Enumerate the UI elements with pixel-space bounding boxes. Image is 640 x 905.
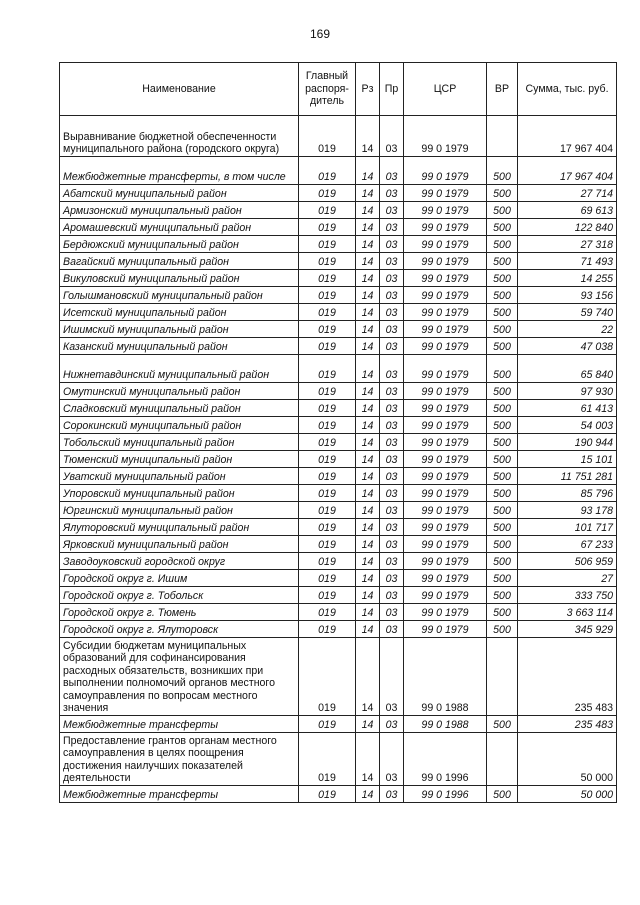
cell-rz: 14 — [356, 337, 380, 354]
table-row — [60, 535, 617, 552]
cell-admin: 019 — [299, 535, 356, 552]
cell-rz: 14 — [356, 235, 380, 252]
cell-pr: 03 — [380, 732, 404, 785]
cell-vr: 500 — [487, 433, 518, 450]
cell-pr: 03 — [380, 484, 404, 501]
cell-csr: 99 0 1979 — [404, 382, 487, 399]
cell-name: Предоставление грантов органам местного самоуправления в целях поощрения достижения наилучших показателей деятельности — [60, 732, 299, 785]
cell-name: Сорокинский муниципальный район — [60, 416, 299, 433]
cell-csr: 99 0 1979 — [404, 518, 487, 535]
cell-vr: 500 — [487, 620, 518, 637]
cell-sum: 27 — [518, 569, 617, 586]
cell-sum: 345 929 — [518, 620, 617, 637]
cell-pr: 03 — [380, 416, 404, 433]
cell-pr: 03 — [380, 218, 404, 235]
cell-rz: 14 — [356, 303, 380, 320]
cell-sum: 50 000 — [518, 732, 617, 785]
cell-csr: 99 0 1979 — [404, 269, 487, 286]
cell-sum: 15 101 — [518, 450, 617, 467]
table-row — [60, 637, 617, 715]
table-row — [60, 399, 617, 416]
cell-rz: 14 — [356, 715, 380, 732]
cell-name: Ярковский муниципальный район — [60, 535, 299, 552]
cell-rz: 14 — [356, 201, 380, 218]
cell-vr — [487, 116, 518, 157]
cell-sum: 17 967 404 — [518, 116, 617, 157]
cell-name: Ялуторовский муниципальный район — [60, 518, 299, 535]
cell-rz: 14 — [356, 184, 380, 201]
cell-admin: 019 — [299, 116, 356, 157]
cell-rz: 14 — [356, 518, 380, 535]
cell-csr: 99 0 1979 — [404, 218, 487, 235]
table-row — [60, 450, 617, 467]
cell-name: Ишимский муниципальный район — [60, 320, 299, 337]
cell-vr: 500 — [487, 569, 518, 586]
table-row — [60, 484, 617, 501]
cell-csr: 99 0 1979 — [404, 586, 487, 603]
cell-sum: 17 967 404 — [518, 156, 617, 184]
cell-name: Юргинский муниципальный район — [60, 501, 299, 518]
cell-admin: 019 — [299, 484, 356, 501]
cell-name: Викуловский муниципальный район — [60, 269, 299, 286]
cell-admin: 019 — [299, 450, 356, 467]
cell-pr: 03 — [380, 467, 404, 484]
cell-vr: 500 — [487, 467, 518, 484]
cell-admin: 019 — [299, 218, 356, 235]
cell-csr: 99 0 1979 — [404, 416, 487, 433]
cell-vr: 500 — [487, 201, 518, 218]
cell-rz: 14 — [356, 732, 380, 785]
table-row — [60, 116, 617, 157]
cell-csr: 99 0 1979 — [404, 252, 487, 269]
cell-pr: 03 — [380, 569, 404, 586]
table-row — [60, 320, 617, 337]
table-row — [60, 337, 617, 354]
table-row — [60, 620, 617, 637]
cell-rz: 14 — [356, 501, 380, 518]
cell-sum: 122 840 — [518, 218, 617, 235]
table-row — [60, 416, 617, 433]
table-row — [60, 603, 617, 620]
cell-vr: 500 — [487, 785, 518, 802]
cell-csr: 99 0 1988 — [404, 715, 487, 732]
table-row — [60, 218, 617, 235]
cell-pr: 03 — [380, 501, 404, 518]
cell-admin: 019 — [299, 354, 356, 382]
cell-pr: 03 — [380, 535, 404, 552]
cell-rz: 14 — [356, 433, 380, 450]
cell-admin: 019 — [299, 269, 356, 286]
cell-sum: 93 178 — [518, 501, 617, 518]
cell-pr: 03 — [380, 637, 404, 715]
cell-rz: 14 — [356, 450, 380, 467]
table-row — [60, 303, 617, 320]
cell-sum: 59 740 — [518, 303, 617, 320]
cell-vr — [487, 637, 518, 715]
cell-pr: 03 — [380, 785, 404, 802]
table-row — [60, 467, 617, 484]
cell-sum: 71 493 — [518, 252, 617, 269]
cell-vr: 500 — [487, 603, 518, 620]
cell-admin: 019 — [299, 501, 356, 518]
cell-sum: 235 483 — [518, 637, 617, 715]
cell-sum: 47 038 — [518, 337, 617, 354]
table-row — [60, 552, 617, 569]
table-row — [60, 715, 617, 732]
cell-csr: 99 0 1979 — [404, 535, 487, 552]
cell-admin: 019 — [299, 732, 356, 785]
cell-rz: 14 — [356, 586, 380, 603]
cell-sum: 97 930 — [518, 382, 617, 399]
cell-name: Межбюджетные трансферты, в том числе — [60, 156, 299, 184]
cell-admin: 019 — [299, 252, 356, 269]
cell-sum: 235 483 — [518, 715, 617, 732]
cell-admin: 019 — [299, 620, 356, 637]
cell-csr: 99 0 1996 — [404, 732, 487, 785]
cell-name: Городской округ г. Ялуторовск — [60, 620, 299, 637]
cell-admin: 019 — [299, 320, 356, 337]
cell-vr: 500 — [487, 715, 518, 732]
cell-name: Казанский муниципальный район — [60, 337, 299, 354]
cell-admin: 019 — [299, 235, 356, 252]
cell-name: Субсидии бюджетам муниципальных образований для софинансирования расходных обязательств, возникших при выполнении полномочий органов местного самоуправления по вопросам местного значения — [60, 637, 299, 715]
cell-vr: 500 — [487, 518, 518, 535]
table-row — [60, 518, 617, 535]
table-row — [60, 382, 617, 399]
cell-admin: 019 — [299, 303, 356, 320]
cell-csr: 99 0 1979 — [404, 603, 487, 620]
cell-rz: 14 — [356, 552, 380, 569]
cell-pr: 03 — [380, 620, 404, 637]
cell-name: Городской округ г. Тюмень — [60, 603, 299, 620]
cell-vr: 500 — [487, 235, 518, 252]
cell-name: Исетский муниципальный район — [60, 303, 299, 320]
cell-pr: 03 — [380, 586, 404, 603]
cell-rz: 14 — [356, 286, 380, 303]
cell-vr — [487, 732, 518, 785]
cell-vr: 500 — [487, 354, 518, 382]
cell-csr: 99 0 1979 — [404, 620, 487, 637]
cell-csr: 99 0 1979 — [404, 156, 487, 184]
cell-admin: 019 — [299, 603, 356, 620]
cell-sum: 69 613 — [518, 201, 617, 218]
table-row — [60, 286, 617, 303]
cell-vr: 500 — [487, 320, 518, 337]
table-row — [60, 569, 617, 586]
header-csr: ЦСР — [404, 63, 487, 116]
cell-sum: 65 840 — [518, 354, 617, 382]
cell-admin: 019 — [299, 184, 356, 201]
cell-admin: 019 — [299, 785, 356, 802]
cell-vr: 500 — [487, 269, 518, 286]
cell-sum: 190 944 — [518, 433, 617, 450]
cell-admin: 019 — [299, 156, 356, 184]
cell-pr: 03 — [380, 320, 404, 337]
cell-csr: 99 0 1979 — [404, 450, 487, 467]
cell-pr: 03 — [380, 156, 404, 184]
table-header-row — [60, 63, 617, 116]
cell-vr: 500 — [487, 337, 518, 354]
page-number: 169 — [309, 27, 331, 41]
cell-admin: 019 — [299, 518, 356, 535]
table-row — [60, 586, 617, 603]
cell-vr: 500 — [487, 252, 518, 269]
cell-vr: 500 — [487, 450, 518, 467]
cell-sum: 61 413 — [518, 399, 617, 416]
cell-sum: 11 751 281 — [518, 467, 617, 484]
cell-csr: 99 0 1979 — [404, 320, 487, 337]
table-row — [60, 269, 617, 286]
cell-pr: 03 — [380, 552, 404, 569]
cell-pr: 03 — [380, 201, 404, 218]
cell-rz: 14 — [356, 416, 380, 433]
cell-admin: 019 — [299, 467, 356, 484]
cell-name: Бердюжский муниципальный район — [60, 235, 299, 252]
header-pr: Пр — [380, 63, 404, 116]
cell-csr: 99 0 1979 — [404, 286, 487, 303]
cell-name: Сладковский муниципальный район — [60, 399, 299, 416]
cell-pr: 03 — [380, 235, 404, 252]
cell-csr: 99 0 1979 — [404, 569, 487, 586]
cell-csr: 99 0 1979 — [404, 433, 487, 450]
cell-admin: 019 — [299, 399, 356, 416]
cell-admin: 019 — [299, 552, 356, 569]
cell-sum: 101 717 — [518, 518, 617, 535]
cell-name: Аромашевский муниципальный район — [60, 218, 299, 235]
cell-name: Армизонский муниципальный район — [60, 201, 299, 218]
cell-sum: 14 255 — [518, 269, 617, 286]
header-admin: Главный распоря-дитель — [299, 63, 356, 116]
cell-pr: 03 — [380, 433, 404, 450]
cell-name: Выравнивание бюджетной обеспеченности муниципального района (городского округа) — [60, 116, 299, 157]
cell-csr: 99 0 1979 — [404, 116, 487, 157]
cell-name: Городской округ г. Ишим — [60, 569, 299, 586]
header-vr: ВР — [487, 63, 518, 116]
cell-admin: 019 — [299, 715, 356, 732]
cell-pr: 03 — [380, 354, 404, 382]
table-row — [60, 156, 617, 184]
cell-sum: 93 156 — [518, 286, 617, 303]
cell-pr: 03 — [380, 382, 404, 399]
cell-rz: 14 — [356, 218, 380, 235]
cell-vr: 500 — [487, 399, 518, 416]
cell-sum: 54 003 — [518, 416, 617, 433]
cell-sum: 67 233 — [518, 535, 617, 552]
cell-rz: 14 — [356, 382, 380, 399]
cell-admin: 019 — [299, 433, 356, 450]
table-row — [60, 252, 617, 269]
header-rz: Рз — [356, 63, 380, 116]
cell-pr: 03 — [380, 518, 404, 535]
cell-vr: 500 — [487, 484, 518, 501]
cell-pr: 03 — [380, 450, 404, 467]
cell-rz: 14 — [356, 637, 380, 715]
cell-vr: 500 — [487, 382, 518, 399]
cell-vr: 500 — [487, 535, 518, 552]
cell-pr: 03 — [380, 269, 404, 286]
cell-pr: 03 — [380, 184, 404, 201]
cell-rz: 14 — [356, 269, 380, 286]
cell-rz: 14 — [356, 535, 380, 552]
cell-rz: 14 — [356, 252, 380, 269]
cell-sum: 333 750 — [518, 586, 617, 603]
cell-vr: 500 — [487, 586, 518, 603]
cell-vr: 500 — [487, 501, 518, 518]
cell-csr: 99 0 1979 — [404, 235, 487, 252]
cell-rz: 14 — [356, 484, 380, 501]
cell-csr: 99 0 1988 — [404, 637, 487, 715]
cell-name: Вагайский муниципальный район — [60, 252, 299, 269]
cell-sum: 22 — [518, 320, 617, 337]
cell-csr: 99 0 1979 — [404, 201, 487, 218]
cell-name: Упоровский муниципальный район — [60, 484, 299, 501]
cell-name: Межбюджетные трансферты — [60, 785, 299, 802]
cell-name: Нижнетавдинский муниципальный район — [60, 354, 299, 382]
cell-name: Городской округ г. Тобольск — [60, 586, 299, 603]
cell-rz: 14 — [356, 620, 380, 637]
table-row — [60, 201, 617, 218]
cell-name: Омутинский муниципальный район — [60, 382, 299, 399]
cell-csr: 99 0 1979 — [404, 552, 487, 569]
table-row — [60, 184, 617, 201]
cell-admin: 019 — [299, 337, 356, 354]
cell-csr: 99 0 1979 — [404, 467, 487, 484]
cell-csr: 99 0 1979 — [404, 337, 487, 354]
header-sum: Сумма, тыс. руб. — [518, 63, 617, 116]
cell-name: Тобольский муниципальный район — [60, 433, 299, 450]
cell-admin: 019 — [299, 637, 356, 715]
cell-name: Межбюджетные трансферты — [60, 715, 299, 732]
table-row — [60, 785, 617, 802]
cell-csr: 99 0 1979 — [404, 354, 487, 382]
cell-name: Абатский муниципальный район — [60, 184, 299, 201]
cell-csr: 99 0 1979 — [404, 484, 487, 501]
cell-csr: 99 0 1979 — [404, 184, 487, 201]
cell-rz: 14 — [356, 116, 380, 157]
cell-name: Голышмановский муниципальный район — [60, 286, 299, 303]
table-body — [60, 116, 617, 803]
cell-rz: 14 — [356, 156, 380, 184]
cell-sum: 506 959 — [518, 552, 617, 569]
cell-rz: 14 — [356, 603, 380, 620]
cell-vr: 500 — [487, 156, 518, 184]
cell-rz: 14 — [356, 320, 380, 337]
table-row — [60, 501, 617, 518]
cell-pr: 03 — [380, 399, 404, 416]
cell-csr: 99 0 1979 — [404, 399, 487, 416]
cell-pr: 03 — [380, 116, 404, 157]
table-row — [60, 354, 617, 382]
cell-rz: 14 — [356, 354, 380, 382]
budget-table — [59, 62, 617, 803]
cell-sum: 85 796 — [518, 484, 617, 501]
cell-name: Уватский муниципальный район — [60, 467, 299, 484]
cell-csr: 99 0 1979 — [404, 501, 487, 518]
cell-admin: 019 — [299, 586, 356, 603]
cell-vr: 500 — [487, 303, 518, 320]
cell-vr: 500 — [487, 218, 518, 235]
cell-sum: 50 000 — [518, 785, 617, 802]
cell-rz: 14 — [356, 569, 380, 586]
cell-name: Тюменский муниципальный район — [60, 450, 299, 467]
cell-vr: 500 — [487, 416, 518, 433]
cell-pr: 03 — [380, 337, 404, 354]
cell-admin: 019 — [299, 286, 356, 303]
cell-pr: 03 — [380, 286, 404, 303]
cell-pr: 03 — [380, 303, 404, 320]
cell-sum: 27 714 — [518, 184, 617, 201]
table-row — [60, 235, 617, 252]
cell-admin: 019 — [299, 416, 356, 433]
cell-csr: 99 0 1979 — [404, 303, 487, 320]
table-row — [60, 433, 617, 450]
cell-pr: 03 — [380, 252, 404, 269]
cell-vr: 500 — [487, 286, 518, 303]
cell-sum: 27 318 — [518, 235, 617, 252]
cell-rz: 14 — [356, 467, 380, 484]
cell-rz: 14 — [356, 399, 380, 416]
cell-admin: 019 — [299, 201, 356, 218]
cell-vr: 500 — [487, 184, 518, 201]
cell-name: Заводоуковский городской округ — [60, 552, 299, 569]
cell-admin: 019 — [299, 382, 356, 399]
table-row — [60, 732, 617, 785]
cell-vr: 500 — [487, 552, 518, 569]
cell-csr: 99 0 1996 — [404, 785, 487, 802]
cell-rz: 14 — [356, 785, 380, 802]
cell-admin: 019 — [299, 569, 356, 586]
cell-sum: 3 663 114 — [518, 603, 617, 620]
cell-pr: 03 — [380, 715, 404, 732]
header-name: Наименование — [60, 63, 299, 116]
cell-pr: 03 — [380, 603, 404, 620]
